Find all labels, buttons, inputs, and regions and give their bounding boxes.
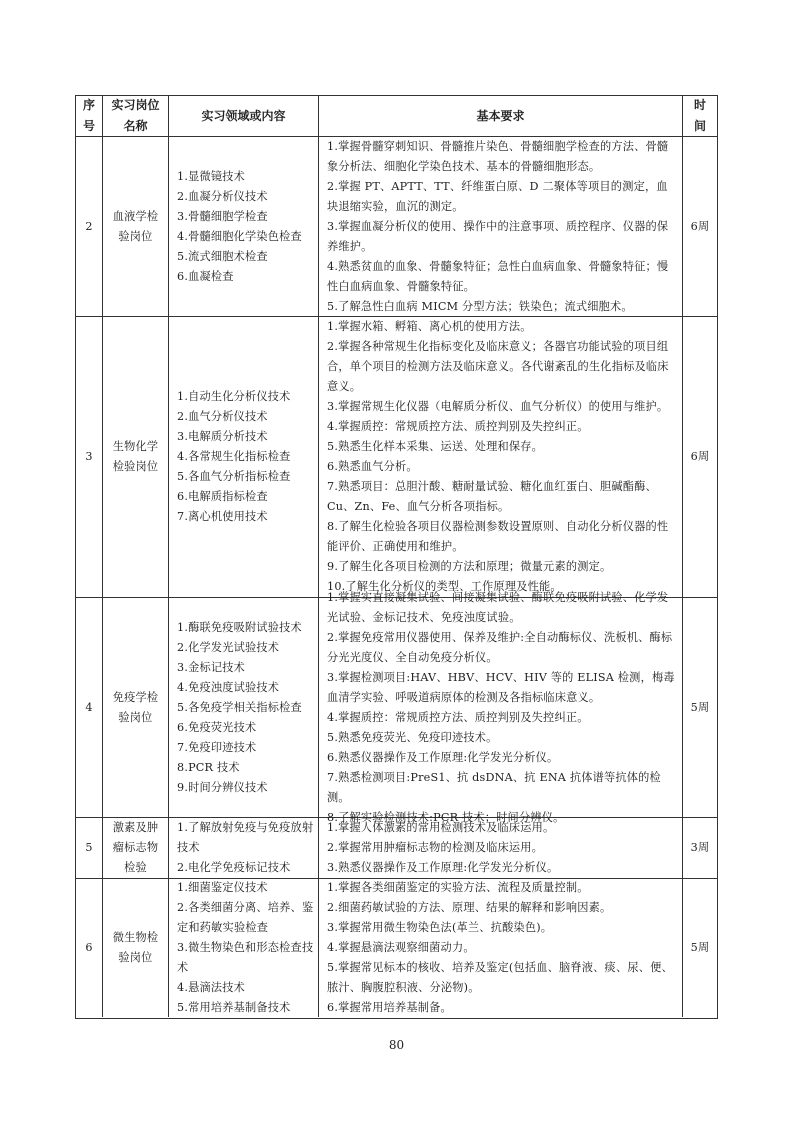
post-cell: [103, 317, 169, 597]
content-item: 2.化学发光试验技术: [177, 640, 280, 654]
content-cell: [169, 818, 319, 878]
requirement-item: 1.掌握各类细菌鉴定的实验方法、流程及质量控制。: [327, 881, 589, 894]
requirement-item: 2.掌握常用肿瘤标志物的检测及临床运用。: [327, 841, 544, 854]
requirement-item: 4.掌握悬滴法观察细菌动力。: [327, 941, 475, 954]
content-item: 7.离心机使用技术: [177, 510, 268, 523]
seq-text: 6: [85, 941, 93, 954]
content-item: 4.骨髓细胞化学染色检查: [177, 229, 302, 243]
content-item: 5.流式细胞术检查: [177, 249, 268, 263]
time-cell: [683, 598, 717, 817]
seq-cell: [76, 598, 103, 817]
header-seq-text: 序号: [82, 98, 95, 133]
content-item: 8.PCR 技术: [177, 760, 240, 774]
post-text: 血液学检验岗位: [112, 209, 159, 243]
content-cell: [169, 598, 319, 817]
content-item: 1.自动生化分析仪技术: [177, 390, 291, 403]
content-item: 7.免疫印迹技术: [177, 740, 257, 754]
requirement-item: 2.细菌药敏试验的方法、原理、结果的解释和影响因素。: [327, 901, 612, 914]
requirement-item: 2.掌握免疫常用仪器使用、保养及维护:全自动酶标仪、洗板机、酶标分光光度仪、全自动免疫分析仪。: [327, 630, 673, 664]
requirement-item: 6.熟悉血气分析。: [327, 460, 418, 473]
time-text: 3周: [690, 841, 710, 854]
requirement-item: 1.掌握实直接凝集试验、间接凝集试验、酶联免疫吸附试验、化学发光试验、金标记技术、免疫浊度试验。: [327, 590, 669, 624]
header-post-text: 实习岗位名称: [111, 98, 160, 133]
requirement-item: 3.掌握检测项目:HAV、HBV、HCV、HIV 等的 ELISA 检测，梅毒血清学实验、呼吸道病原体的检测及各指标临床意义。: [327, 670, 675, 704]
content-item: 1.酶联免疫吸附试验技术: [177, 620, 302, 634]
seq-text: 5: [85, 841, 93, 854]
post-cell: [103, 879, 169, 1017]
content-cell: [169, 137, 319, 316]
time-cell: [683, 879, 717, 1017]
post-text: 生物化学检验岗位: [112, 440, 159, 473]
post-cell: [103, 818, 169, 878]
post-cell: [103, 137, 169, 316]
time-text: 6周: [690, 450, 710, 463]
seq-cell: [76, 879, 103, 1017]
seq-text: 4: [85, 700, 93, 714]
requirement-item: 8.了解实验检测技术:PCR 技术；时间分辨仪。: [327, 810, 565, 824]
table-row: [76, 590, 717, 824]
content-item: 2.血气分析仪技术: [177, 410, 268, 423]
requirement-item: 4.掌握质控：常规质控方法、质控判别及失控纠正。: [327, 710, 589, 724]
requirements-cell: [319, 137, 683, 316]
content-item: 2.血凝分析仪技术: [177, 189, 268, 203]
requirements-cell: [319, 590, 683, 824]
content-item: 3.金标记技术: [177, 660, 246, 674]
post-text: 微生物检验岗位: [112, 931, 159, 964]
time-cell: [683, 137, 717, 316]
post-text: 免疫学检验岗位: [112, 690, 159, 724]
content-item: 4.悬滴法技术: [177, 981, 246, 994]
table-row: [76, 137, 717, 317]
seq-text: 2: [85, 219, 93, 233]
content-item: 4.各常规生化指标检查: [177, 450, 291, 463]
post-text: 激素及肿瘤标志物检验: [112, 821, 159, 874]
requirement-item: 2.掌握各种常规生化指标变化及临床意义；各器官功能试验的项目组合，单个项目的检测方法及临床意义。各代谢紊乱的生化指标及临床意义。: [327, 340, 669, 393]
requirement-item: 9.了解生化各项目检测的方法和原理；微量元素的测定。: [327, 560, 612, 573]
table-header-row: [76, 96, 717, 137]
content-item: 3.微生物染色和形态检查技术: [177, 941, 314, 974]
table-row: [76, 317, 717, 598]
requirement-item: 10.了解生化分析仪的类型、工作原理及性能。: [327, 580, 562, 593]
page-number: 80: [388, 1038, 405, 1052]
content-item: 9.时间分辨仪技术: [177, 780, 268, 794]
header-time: [683, 96, 717, 136]
requirement-item: 3.掌握血凝分析仪的使用、操作中的注意事项、质控程序、仪器的保养维护。: [327, 219, 669, 253]
requirement-item: 5.掌握常见标本的核收、培养及鉴定(包括血、脑脊液、痰、尿、便、脓汁、胸腹腔积液、分泌物)。: [327, 961, 673, 994]
requirement-item: 2.掌握 PT、APTT、TT、纤维蛋白原、D 二聚体等项目的测定，血块退缩实验，血沉的测定。: [327, 179, 668, 213]
header-content: [169, 96, 319, 136]
content-item: 5.各免疫学相关指标检查: [177, 700, 302, 714]
requirement-item: 6.熟悉仪器操作及工作原理:化学发光分析仪。: [327, 750, 559, 764]
time-text: 6周: [690, 219, 710, 233]
content-item: 3.骨髓细胞学检查: [177, 209, 268, 223]
seq-cell: [76, 818, 103, 878]
seq-cell: [76, 317, 103, 597]
header-content-text: 实习领域或内容: [201, 108, 286, 123]
content-item: 5.各血气分析指标检查: [177, 470, 291, 483]
internship-table: [75, 95, 718, 1019]
content-item: 1.了解放射免疫与免疫放射技术: [177, 821, 314, 854]
requirement-item: 5.熟悉生化样本采集、运送、处理和保存。: [327, 440, 544, 453]
content-item: 6.免疫荧光技术: [177, 720, 257, 734]
header-seq: [76, 96, 103, 136]
content-item: 1.细菌鉴定仪技术: [177, 881, 268, 894]
requirements-cell: [319, 317, 683, 597]
content-item: 4.免疫浊度试验技术: [177, 680, 280, 694]
time-cell: [683, 818, 717, 878]
requirement-item: 7.熟悉项目：总胆汁酸、糖耐量试验、糖化血红蛋白、胆碱酯酶、Cu、Zn、Fe、血气分析各项指标。: [327, 480, 657, 513]
requirement-item: 3.掌握常用微生物染色法(革兰、抗酸染色)。: [327, 921, 553, 934]
requirement-item: 6.掌握常用培养基制备。: [327, 1001, 452, 1014]
requirement-item: 7.熟悉检测项目:PreS1、抗 dsDNA、抗 ENA 抗体谱等抗体的检测。: [327, 770, 661, 804]
requirement-item: 3.掌握常规生化仪器（电解质分析仪、血气分析仪）的使用与维护。: [327, 400, 669, 413]
header-requirements: [319, 96, 683, 136]
time-cell: [683, 317, 717, 597]
seq-text: 3: [85, 450, 93, 463]
requirement-item: 1.掌握骨髓穿刺知识、骨髓推片染色、骨髓细胞学检查的方法、骨髓象分析法、细胞化学染色技术、基本的骨髓细胞形态。: [327, 139, 669, 173]
requirement-item: 5.了解急性白血病 MICM 分型方法；铁染色；流式细胞术。: [327, 299, 633, 313]
content-item: 1.显微镜技术: [177, 169, 246, 183]
content-item: 2.各类细菌分离、培养、鉴定和药敏实验检查: [177, 901, 314, 934]
table-row: [76, 818, 717, 879]
content-item: 6.血凝检查: [177, 269, 234, 283]
content-item: 5.常用培养基制备技术: [177, 1001, 291, 1014]
table-row: [76, 879, 717, 1017]
requirement-item: 4.熟悉贫血的血象、骨髓象特征；急性白血病血象、骨髓象特征；慢性白血病血象、骨髓象特征。: [327, 259, 669, 293]
content-item: 3.电解质分析技术: [177, 430, 268, 443]
requirement-item: 1.掌握水箱、孵箱、离心机的使用方法。: [327, 320, 532, 333]
requirement-item: 3.熟悉仪器操作及工作原理:化学发光分析仪。: [327, 861, 559, 874]
header-post: [103, 96, 169, 136]
header-time-text: 时间: [693, 98, 706, 133]
content-cell: [169, 317, 319, 597]
requirement-item: 5.熟悉免疫荧光、免疫印迹技术。: [327, 730, 498, 744]
requirement-item: 4.掌握质控：常规质控方法、质控判别及失控纠正。: [327, 420, 589, 433]
time-text: 5周: [690, 700, 710, 714]
time-text: 5周: [690, 941, 710, 954]
requirements-cell: [319, 879, 683, 1017]
requirements-cell: [319, 818, 683, 878]
content-item: 6.电解质指标检查: [177, 490, 268, 503]
content-cell: [169, 879, 319, 1017]
content-item: 2.电化学免疫标记技术: [177, 861, 291, 874]
seq-cell: [76, 137, 103, 316]
requirement-item: 1.掌握人体激素的常用检测技术及临床运用。: [327, 821, 555, 834]
requirement-item: 8.了解生化检验各项目仪器检测参数设置原则、自动化分析仪器的性能评价、正确使用和维护。: [327, 520, 669, 553]
post-cell: [103, 598, 169, 817]
header-requirements-text: 基本要求: [476, 108, 525, 123]
